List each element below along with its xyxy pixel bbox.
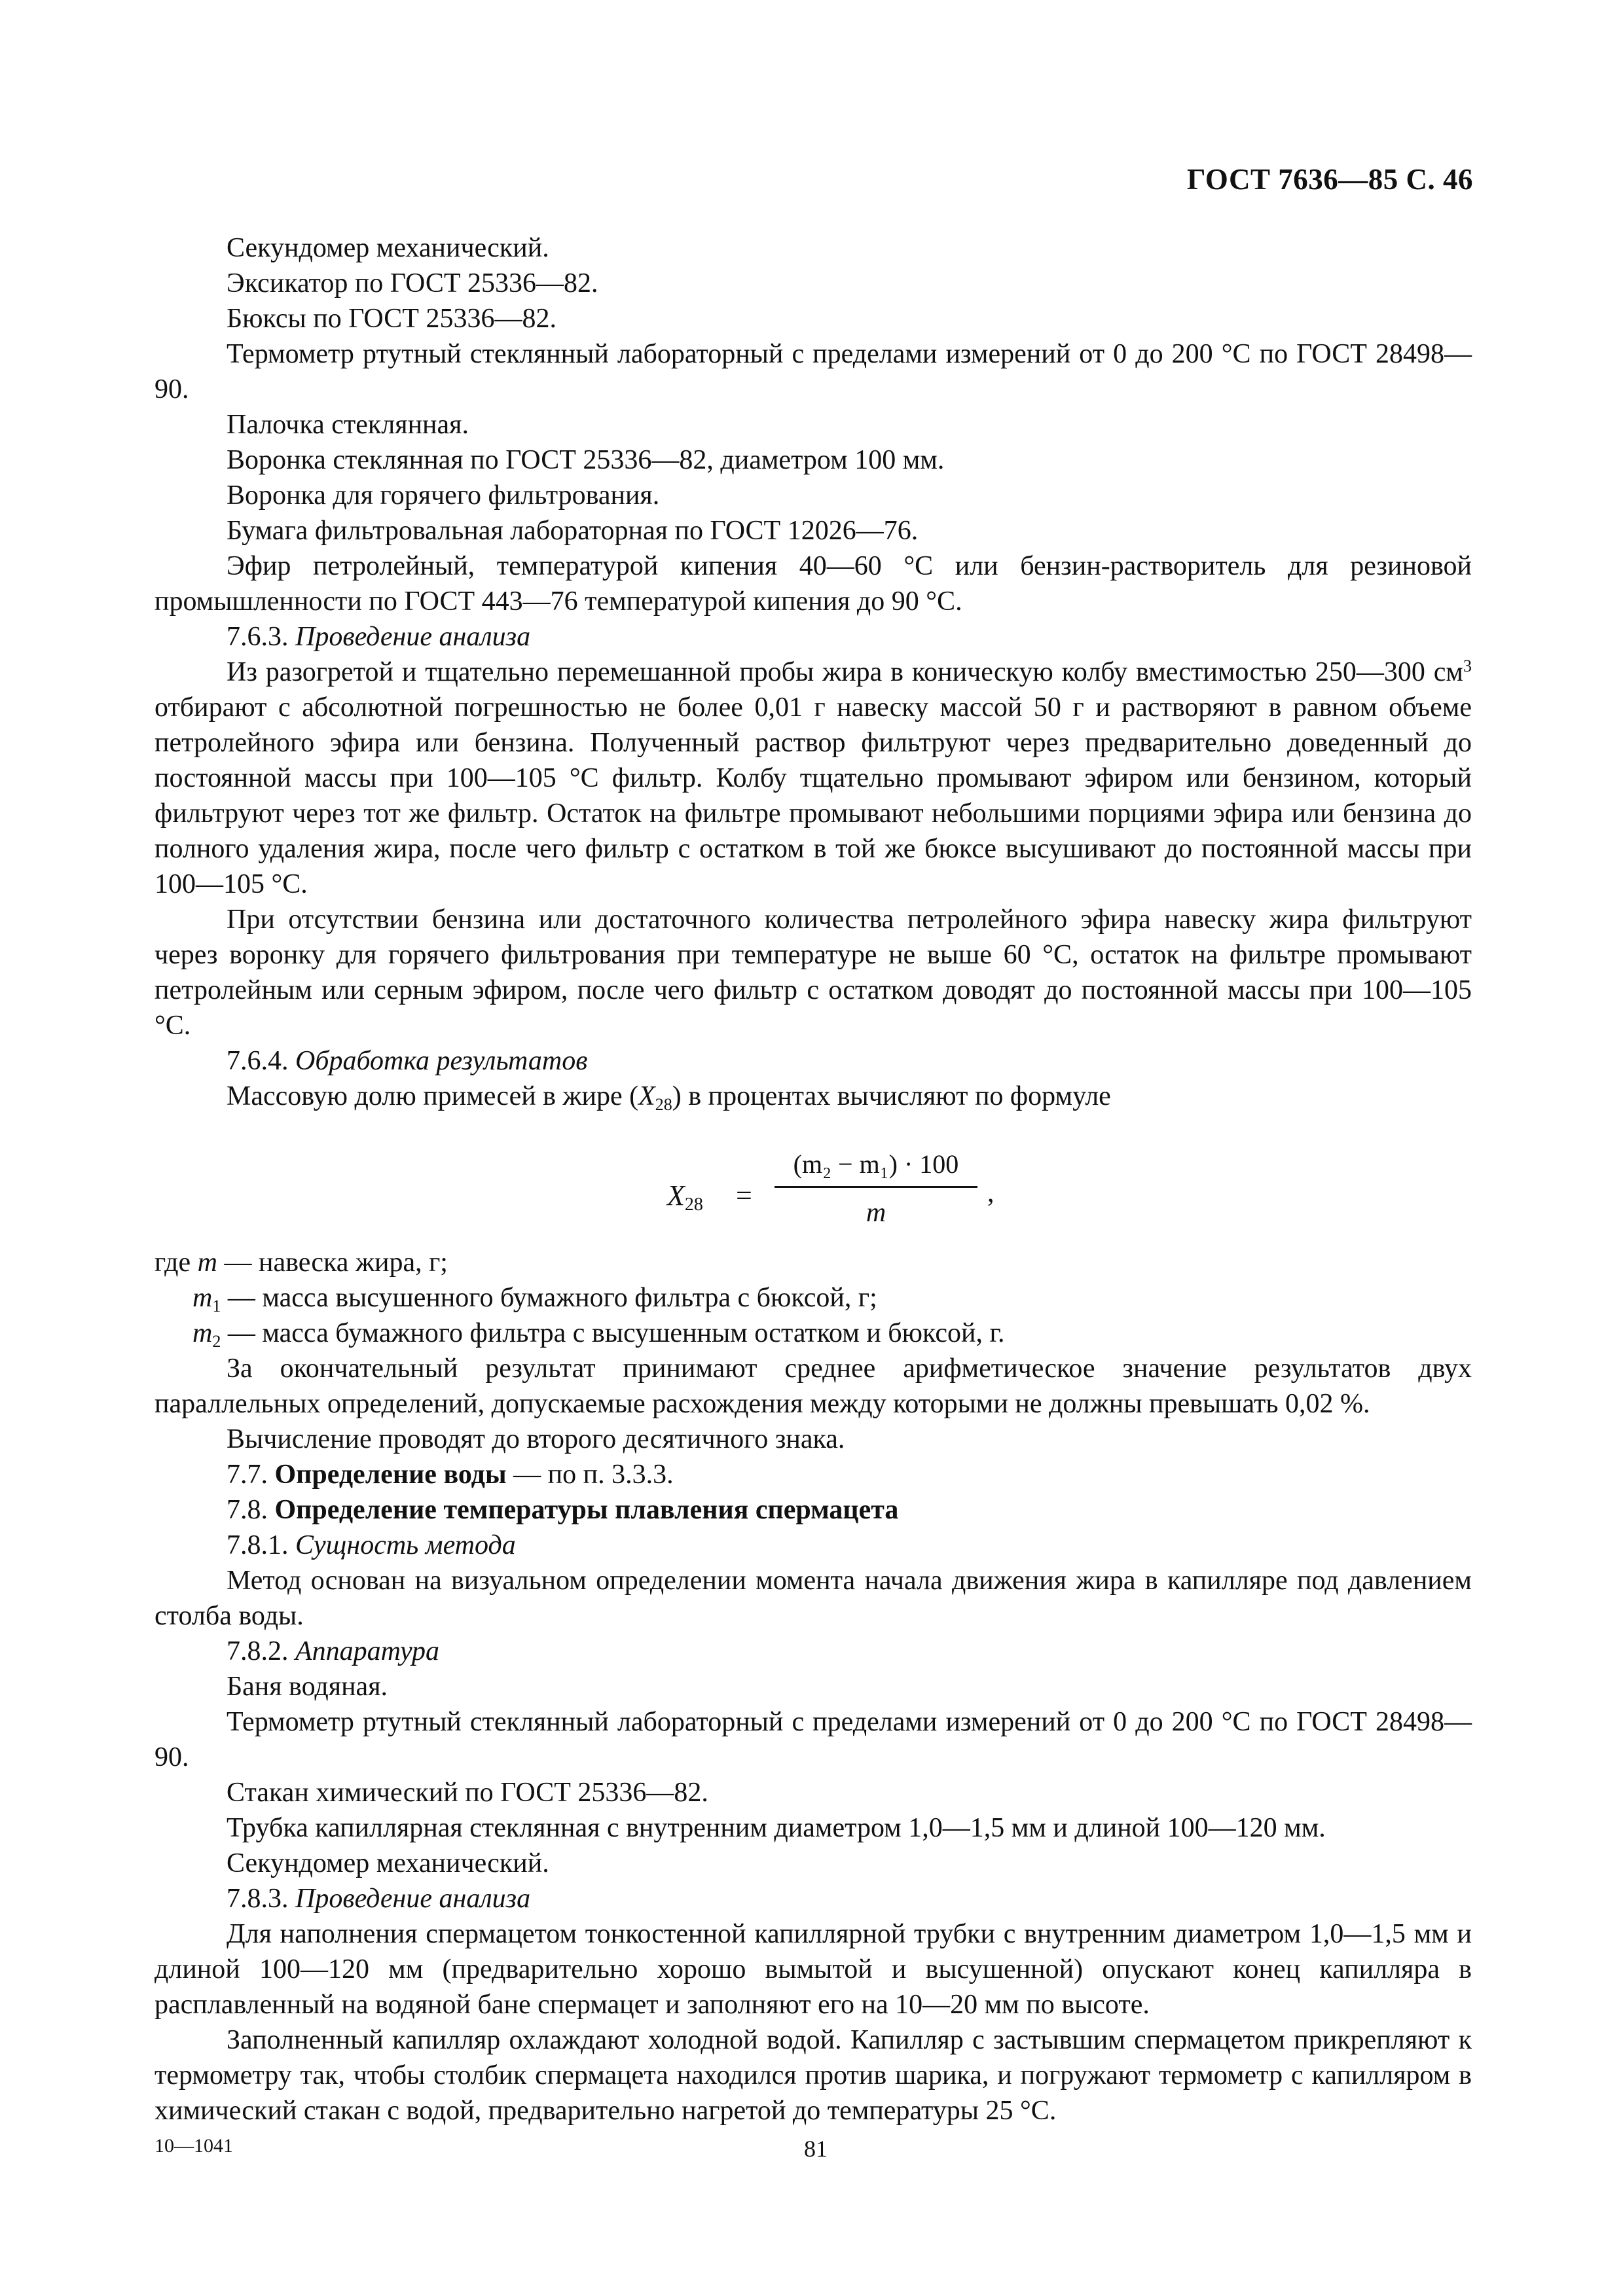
- page-number: 81: [804, 2136, 828, 2162]
- paragraph: При отсутствии бензина или достаточного количества петролейного эфира навеску жира фильтруют через воронку для горячего фильтрования при температуре не выше 60 °С, остаток на фильтре промывают петролейным или серным эфиром, после чего фильтр с остатком доводят до постоянной массы при 100—105 °С.: [155, 905, 1472, 1041]
- equipment-line: Бумага фильтровальная лабораторная по ГОСТ 12026—76.: [227, 516, 919, 546]
- paragraph-text: отбирают с абсолютной погрешностью не более 0,01 г навеску массой 50 г и растворяют в равном объеме петролейного эфира или бензина. Полученный раствор фильтруют через предварительно доведенный до постоянной массы при 100—105 °С фильтр. Колбу тщательно промывают эфиром или бензином, который фильтруют через тот же фильтр. Остаток на фильтре промывают небольшими порциями эфира или бензина до полного удаления жира, после чего фильтр с остатком в той же бюксе высушивают до постоянной массы при 100—105 °С.: [155, 692, 1472, 899]
- section-heading: [155, 1634, 1472, 1669]
- section-number: 7.6.4.: [227, 1046, 289, 1076]
- paragraph-text: Из разогретой и тщательно перемешанной пробы жира в коническую колбу вместимостью 250—300 см: [227, 657, 1463, 687]
- equipment-line: Палочка стеклянная.: [227, 410, 469, 440]
- section-number: 7.7.: [227, 1460, 275, 1490]
- legend-line: [155, 1245, 1472, 1280]
- footer-code: 10—1041: [155, 2135, 233, 2157]
- legend-text: где: [155, 1247, 198, 1278]
- section-title: Проведение анализа: [295, 1884, 531, 1914]
- variable: m: [192, 1283, 213, 1313]
- formula-numerator: (m₂ − m₁) · 100: [793, 1149, 959, 1179]
- legend-text: — навеска жира, г;: [217, 1247, 448, 1278]
- section-number: 7.8.1.: [227, 1530, 295, 1560]
- section-number: 7.6.3.: [227, 622, 289, 652]
- paragraph: Заполненный капилляр охлаждают холодной водой. Капилляр с застывшим спермацетом прикрепляют к термометру так, чтобы столбик спермацета находился против шарика, и погружают термометр с капилляром в химический стакан с водой, предварительно нагретой до температуры 25 °С.: [155, 2025, 1472, 2126]
- equipment-line: Секундомер механический.: [227, 1848, 549, 1878]
- equipment-line: Термометр ртутный стеклянный лабораторный с пределами измерений от 0 до 200 °С по ГОСТ 28498—90.: [155, 1707, 1472, 1772]
- paragraph: [155, 1079, 1472, 1114]
- section-rest: — по п. 3.3.3.: [506, 1460, 674, 1490]
- paragraph-text: Массовую долю примесей в жире (: [227, 1081, 639, 1111]
- subscript: 28: [655, 1095, 672, 1114]
- subscript: 2: [212, 1332, 221, 1351]
- formula: [155, 1147, 1472, 1245]
- equipment-line: Секундомер механический.: [227, 233, 549, 263]
- section-number: 7.8.3.: [227, 1884, 295, 1914]
- paragraph: Вычисление проводят до второго десятичного знака.: [227, 1424, 845, 1454]
- paragraph: Метод основан на визуальном определении момента начала движения жира в капилляре под давлением столба воды.: [155, 1566, 1472, 1631]
- equipment-line: Воронка стеклянная по ГОСТ 25336—82, диаметром 100 мм.: [227, 445, 945, 475]
- equipment-line: Баня водяная.: [227, 1672, 388, 1702]
- legend-line: [155, 1280, 1472, 1316]
- section-title: Проведение анализа: [295, 622, 531, 652]
- subscript: 1: [212, 1297, 221, 1316]
- variable: m: [192, 1318, 213, 1348]
- section-heading: [155, 1043, 1472, 1079]
- formula-variable: X: [667, 1179, 685, 1211]
- variable: m: [197, 1247, 217, 1278]
- section-heading: [155, 1881, 1472, 1916]
- section-heading: [155, 1528, 1472, 1563]
- section-number: 7.8.2.: [227, 1636, 295, 1666]
- fraction-bar: [775, 1186, 977, 1188]
- section-title: Обработка результатов: [295, 1046, 588, 1076]
- equipment-line: Эфир петролейный, температурой кипения 40—60 °С или бензин-растворитель для резиновой промышленности по ГОСТ 443—76 температурой кипения до 90 °С.: [155, 551, 1472, 617]
- equipment-line: Термометр ртутный стеклянный лабораторный с пределами измерений от 0 до 200 °С по ГОСТ 28498—90.: [155, 339, 1472, 404]
- legend-line: [155, 1316, 1472, 1351]
- section-title: Определение воды: [274, 1460, 507, 1490]
- paragraph: За окончательный результат принимают среднее арифметическое значение результатов двух параллельных определений, допускаемые расхождения между которыми не должны превышать 0,02 %.: [155, 1354, 1472, 1419]
- page-header: ГОСТ 7636—85 С. 46: [1186, 163, 1473, 196]
- formula-subscript: 28: [684, 1194, 703, 1215]
- formula-equals: =: [736, 1179, 752, 1211]
- document-body: [155, 230, 1472, 2128]
- variable: X: [638, 1081, 655, 1111]
- paragraph-text: ) в процентах вычисляют по формуле: [672, 1081, 1111, 1111]
- section-title: Сущность метода: [295, 1530, 516, 1560]
- equipment-line: Трубка капиллярная стеклянная с внутренним диаметром 1,0—1,5 мм и длиной 100—120 мм.: [227, 1813, 1326, 1843]
- equipment-line: Бюксы по ГОСТ 25336—82.: [227, 304, 556, 334]
- section-title: Аппаратура: [295, 1636, 440, 1666]
- legend-text: — масса бумажного фильтра с высушенным остатком и бюксой, г.: [221, 1318, 1005, 1348]
- legend-text: — масса высушенного бумажного фильтра с бюксой, г;: [221, 1283, 877, 1313]
- equipment-line: Эксикатор по ГОСТ 25336—82.: [227, 268, 598, 298]
- formula-comma: ,: [987, 1178, 994, 1208]
- formula-denominator: m: [866, 1198, 886, 1228]
- paragraph: Для наполнения спермацетом тонкостенной капиллярной трубки с внутренним диаметром 1,0—1,5 мм и длиной 100—120 мм (предварительно хорошо вымытой и высушенной) опускают конец капилляра в расплавленный на водяной бане спермацет и заполняют его на 10—20 мм по высоте.: [155, 1919, 1472, 2020]
- superscript: 3: [1463, 656, 1472, 675]
- section-number: 7.8.: [227, 1495, 275, 1525]
- formula-lhs: [667, 1178, 703, 1223]
- section-heading: [155, 1492, 1472, 1528]
- section-title: Определение температуры плавления спермацета: [274, 1495, 899, 1525]
- section-heading: [155, 1457, 1472, 1492]
- equipment-line: Стакан химический по ГОСТ 25336—82.: [227, 1778, 708, 1808]
- paragraph: [155, 655, 1472, 902]
- section-heading: [155, 619, 1472, 655]
- equipment-line: Воронка для горячего фильтрования.: [227, 480, 660, 511]
